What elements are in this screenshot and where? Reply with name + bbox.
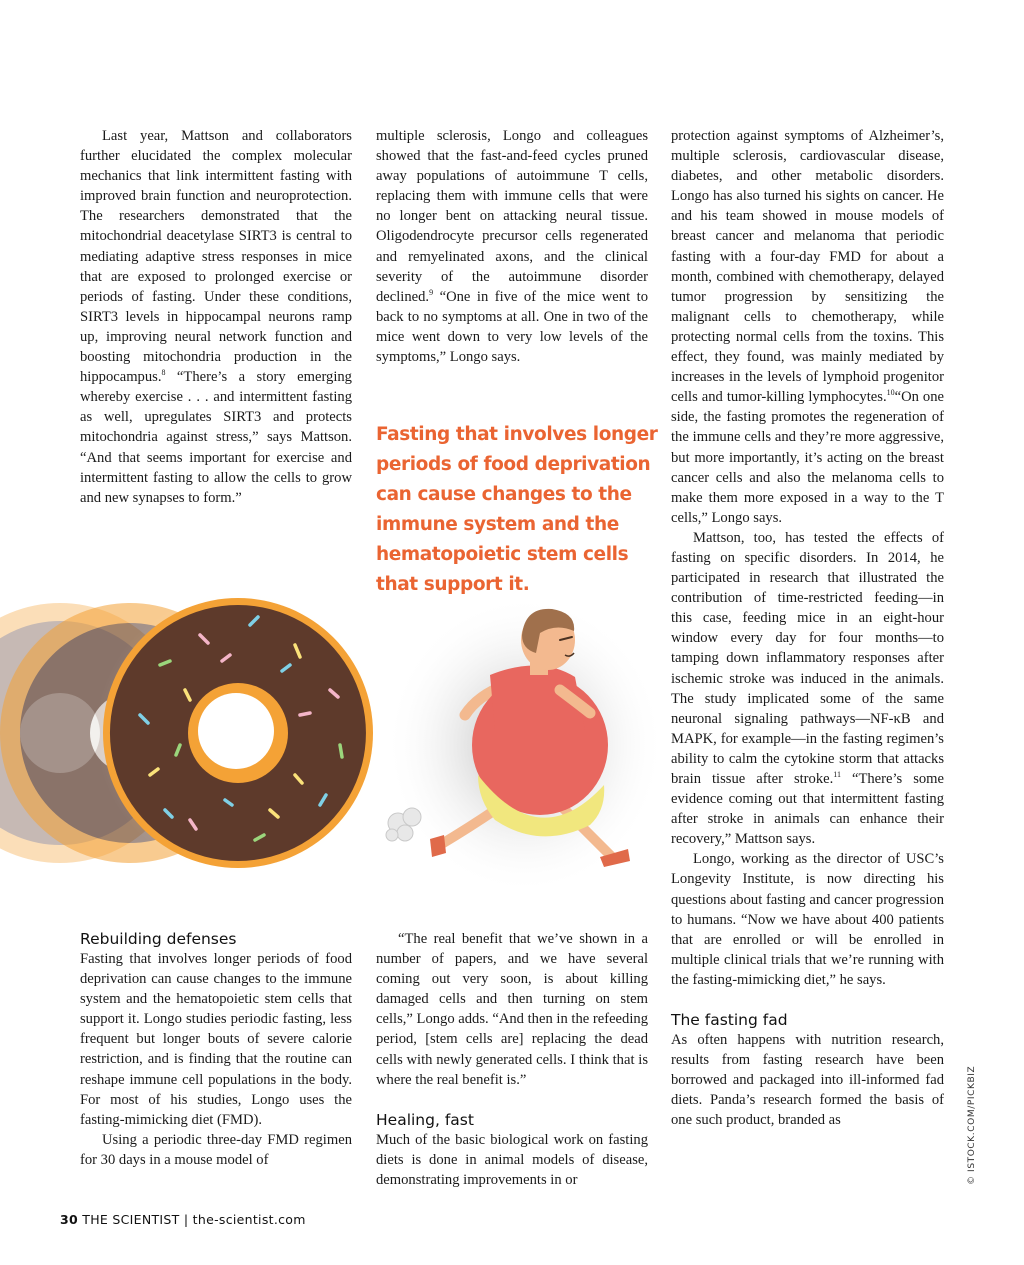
reference-10[interactable]: 10 [886,388,895,398]
column-2-lower [376,929,648,1190]
paragraph: Fasting that involves longer periods of food deprivation can cause changes to the immune system and the hematopoietic stem cells that support it. Longo studies periodic fasting, less frequent but longer bouts of severe calorie restriction, and is finding that the routine can reshape immune cell populations in the body. For most of his studies, Longo uses the fasting-mimicking diet (FMD). [80,951,352,1128]
paragraph: As often happens with nutrition research, results from fasting research have been borrowed and packaged into ill-informed fad diets. Panda’s research formed the basis of one such product, branded as [671,1032,944,1129]
column-2-upper [376,126,648,367]
paragraph-text: “There’s a story emerging whereby exercise . . . and intermittent fasting as well, upregulates SIRT3 and protects mitochondria against stress,” says Mattson. “And that seems important for exercise and intermittent fasting to allow the cells to grow and new synapses to form.” [80,369,352,506]
paragraph [671,528,944,850]
donut-chase-illustration [0,595,660,910]
column-1-lower [80,929,352,1170]
reference-8[interactable]: 8 [161,368,166,378]
paragraph [671,126,944,528]
section-heading: Rebuilding defenses [80,930,237,948]
column-1-upper [80,126,352,508]
column-3 [671,126,944,1131]
image-credit: © ISTOCK.COM/PICKBIZ [967,1065,977,1185]
paragraph-text: “On one side, the fasting promotes the regeneration of the immune cells and they’re more aggressive, but more importantly, it’s acting on the breast cancer cells and also the melanoma cells to make them more exposed in a way to the T cells,” Longo says. [671,389,944,526]
paragraph-text: protection against symptoms of Alzheimer’s, multiple sclerosis, cardiovascular disease, diabetes, and other metabolic disorders. Longo has also turned his sights on cancer. He and his team showed in mouse models of breast cancer and melanoma that periodic fasting with a four-day FMD for about a month, combined with chemotherapy, delayed tumor progression by sensitizing the malignant cells to chemotherapy, while protecting normal cells from the toxins. This effect, they found, was mainly mediated by increases in the levels of lymphoid progenitor cells and tumor-killing lymphocytes. [671,128,944,406]
paragraph: “The real benefit that we’ve shown in a number of papers, and we have several coming out very soon, is about killing damaged cells and then turning on stem cells,” Longo adds. “And then in the refeeding period, [stem cells are] replacing the dead cells with newly generated cells. I think that is where the real benefit is.” [376,931,648,1088]
page-number: 30 [60,1212,78,1227]
paragraph-text: Mattson, too, has tested the effects of fasting on specific disorders. In 2014, he participated in research that illustrated the contribution of time-restricted feeding—in this case, feeding mice in an eight-hour window every day for four months—to tamping down inflammatory responses after ischemic stroke was induced in the animals. The study implicated some of the same neuronal signaling pathways—NF-κB and MAPK, for example—in the fasting regimen’s ability to calm the cytokine storm that attacks brain tissue after stroke. [671,529,944,787]
section-heading: Healing, fast [376,1110,474,1129]
paragraph: Using a periodic three-day FMD regimen for 30 days in a mouse model of [80,1131,352,1168]
section-heading: The fasting fad [671,1011,788,1030]
paragraph-text: “One in five of the mice went to back to no symptoms at all. One in two of the mice went down to very low levels of the symptoms,” Longo says. [376,288,648,366]
paragraph-text: “There’s some evidence coming out that intermittent fasting after stroke in animals can enhance their recovery,” Mattson says. [671,771,945,848]
donut [96,595,380,875]
paragraph-text: multiple sclerosis, Longo and colleagues showed that the fast-and-feed cycles pruned away populations of autoimmune T cells, replacing them with immune cells that were no longer bent on attacking neural tissue. Oligodendrocyte precursor cells regenerated and remyelinated axons, and the clinical severity of the autoimmune disorder declined. [376,128,648,305]
magazine-name: THE SCIENTIST [82,1212,180,1227]
paragraph: Much of the basic biological work on fasting diets is done in animal models of disease, demonstrating improvements in or [376,1131,648,1188]
reference-9[interactable]: 9 [429,287,434,297]
paragraph-text: Last year, Mattson and collaborators further elucidated the complex molecular mechanics that link intermittent fasting with improved brain function and neuroprotection. The researchers demonstrated that the mitochondrial deacetylase SIRT3 is central to mediating adaptive stress responses in mice that are exposed to prolonged exercise or periods of fasting. Under these conditions, SIRT3 levels in hippocampal neurons ramp up, improving neural network function and boosting mitochondria production in the hippocampus. [80,128,352,386]
reference-11[interactable]: 11 [833,770,841,779]
page-footer [60,1212,306,1227]
pull-quote: Fasting that involves longer periods of food deprivation can cause changes to the immune system and the hematopoietic stem cells that support it. [376,424,658,595]
website-link[interactable]: the-scientist.com [192,1212,306,1227]
footer-separator: | [183,1212,189,1227]
paragraph [376,126,648,367]
paragraph [80,126,352,508]
paragraph: Longo, working as the director of USC’s Longevity Institute, is now directing his questions about fasting and cancer progression to humans. “Now we have about 400 patients that are enrolled or will be enrolled in multiple clinical trials that we’re running with the fasting-mimicking diet,” he says. [671,851,944,988]
